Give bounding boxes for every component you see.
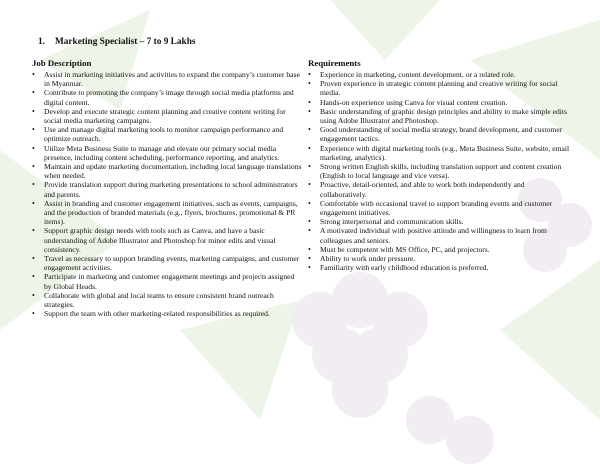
- list-item: • Assist in branding and customer engagement initiatives, such as events, campaigns, and the production of branded materials (e.g., flyers, brochures, promotional & PR items).: [30, 199, 302, 227]
- list-item: • Proven experience in strategic content planning and creative writing for social media.: [306, 79, 570, 97]
- requirements-section: [306, 58, 570, 272]
- list-item: • Good understanding of social media strategy, brand development, and customer engagement tactics.: [306, 125, 570, 143]
- list-item: • Basic understanding of graphic design principles and ability to make simple edits using Adobe Illustrator and Photoshop.: [306, 107, 570, 125]
- list-item: • Support the team with other marketing-related responsibilities as required.: [30, 309, 302, 318]
- job-description-section: [30, 58, 302, 318]
- list-item: • Strong written English skills, including translation support and content creation (English to local language and vice versa).: [306, 162, 570, 180]
- list-item: • Familiarity with early childhood education is preferred.: [306, 263, 570, 272]
- list-item: • Provide translation support during marketing presentations to school administrators and parents.: [30, 180, 302, 198]
- list-item: • Assist in marketing initiatives and activities to expand the company’s customer base in Myanmar.: [30, 70, 302, 88]
- list-item: • Ability to work under pressure.: [306, 254, 570, 263]
- list-item: • A motivated individual with positive attitude and willingness to learn from colleagues and seniors.: [306, 226, 570, 244]
- list-item: • Must be competent with MS Office, PC, and projectors.: [306, 245, 570, 254]
- job-description-title: Job Description: [32, 58, 92, 68]
- requirements-list: [306, 70, 570, 272]
- list-item: • Strong interpersonal and communication skills.: [306, 217, 570, 226]
- requirements-title: Requirements: [308, 58, 361, 68]
- list-item: • Proactive, detail-oriented, and able to work both independently and collaboratively.: [306, 180, 570, 198]
- position-number: 1.: [38, 37, 45, 47]
- list-item: • Maintain and update marketing documentation, including local language translations when needed.: [30, 162, 302, 180]
- list-item: • Participate in marketing and customer engagement meetings and projects assigned by Global Heads.: [30, 272, 302, 290]
- list-item: • Hands-on experience using Canva for visual content creation.: [306, 98, 570, 107]
- list-item: • Collaborate with global and local teams to ensure consistent brand outreach strategies.: [30, 291, 302, 309]
- position-title: Marketing Specialist – 7 to 9 Lakhs: [55, 37, 196, 47]
- position-heading: [38, 37, 196, 47]
- job-description-list: [30, 70, 302, 318]
- list-item: • Contribute to promoting the company’s image through social media platforms and digital content.: [30, 88, 302, 106]
- list-item: • Experience in marketing, content development, or a related role.: [306, 70, 570, 79]
- list-item: • Experience with digital marketing tools (e.g., Meta Business Suite, website, email marketing, analytics).: [306, 144, 570, 162]
- list-item: • Utilize Meta Business Suite to manage and elevate our primary social media presence, including content scheduling, performance reporting, and analytics.: [30, 144, 302, 162]
- list-item: • Comfortable with occasional travel to support branding events and customer engagement initiatives.: [306, 199, 570, 217]
- list-item: • Use and manage digital marketing tools to monitor campaign performance and optimize outreach.: [30, 125, 302, 143]
- list-item: • Travel as necessary to support branding events, marketing campaigns, and customer engagement activities.: [30, 254, 302, 272]
- list-item: • Develop and execute strategic content planning and creative content writing for social media marketing campaigns.: [30, 107, 302, 125]
- list-item: • Support graphic design needs with tools such as Canva, and have a basic understanding of Adobe Illustrator and Photoshop for minor edits and visual consistency.: [30, 226, 302, 254]
